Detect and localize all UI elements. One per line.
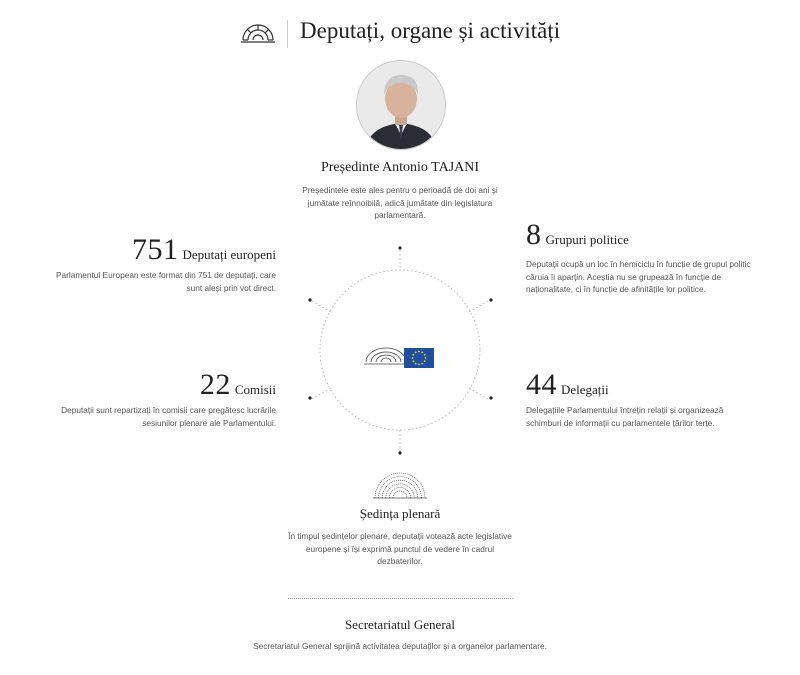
seat-row (393, 491, 407, 498)
eu-star-icon (415, 351, 417, 353)
eu-star-icon (418, 351, 420, 353)
eu-star-icon (418, 364, 420, 366)
deputies-description: Parlamentul European este format din 751 de deputați, care sunt aleși prin vot direct. (55, 270, 276, 293)
page-header (0, 18, 800, 50)
committees-title[interactable] (200, 368, 276, 402)
president-avatar[interactable] (356, 60, 446, 150)
political-groups-description: Deputații ocupă un loc în hemiciclu în funcție de grupul politic căruia îi aparțin. Aceștia nu se grupează în funcție de naționalitate, ci în funcție de afinitățile lor politice. (526, 259, 751, 294)
delegations-label: Delegații (561, 382, 609, 397)
delegations-title[interactable] (526, 368, 609, 402)
political-groups-title[interactable] (526, 218, 629, 252)
plenary-description: În timpul ședințelor plenare, deputații votează acte legislative europene și își exprimă punctul de vedere în cadrul dezbaterilor. (288, 531, 512, 566)
seat-row (382, 480, 418, 498)
plenary-title[interactable]: Ședința plenară (359, 506, 441, 521)
committees-label: Comisii (234, 382, 276, 397)
secretariat-title[interactable]: Secretariatul General (344, 617, 456, 632)
connector-dot (398, 246, 401, 249)
president-portrait-icon (357, 61, 445, 149)
eu-star-icon (424, 354, 426, 356)
connector-dot (398, 451, 401, 454)
connector-dot (308, 298, 311, 301)
president-description: Președintele este ales pentru o perioadă de doi ani și jumătate reînnoibilă, adică jumătate din legislatura parlamentară. (302, 185, 498, 220)
european-parliament-logo (364, 334, 436, 370)
political-groups-label: Grupuri politice (545, 232, 629, 247)
eu-star-icon (412, 360, 414, 362)
eu-star-icon (425, 357, 427, 359)
eu-star-icon (424, 360, 426, 362)
deputies-title[interactable] (132, 233, 276, 267)
deputies-label: Deputați europeni (182, 247, 276, 262)
connector-dot (308, 396, 311, 399)
eu-star-icon (412, 357, 414, 359)
committees-count: 22 (199, 368, 231, 401)
deputies-count: 751 (132, 233, 179, 266)
eu-star-icon (412, 354, 414, 356)
header-divider (287, 20, 288, 48)
committees-description: Deputații sunt repartizați în comisii care pregătesc lucrările sesiunilor plenare ale Parlamentului. (61, 405, 276, 428)
seat-row (389, 487, 410, 498)
secretariat-description: Secretariatul General sprijină activitatea deputaților și a organelor parlamentare. (253, 641, 547, 651)
connector-dot (489, 298, 492, 301)
delegations-count: 44 (526, 368, 557, 401)
president-name[interactable]: Președinte Antonio TAJANI (320, 160, 480, 175)
seat-row (375, 473, 425, 498)
hemicycle-icon (240, 20, 276, 44)
plenary-hemicycle-icon[interactable] (373, 470, 427, 500)
eu-star-icon (421, 363, 423, 365)
eu-star-icon (415, 363, 417, 365)
connector-dot (489, 396, 492, 399)
page-title: Deputați, organe și activități (300, 18, 561, 43)
secretariat-divider (288, 598, 513, 599)
political-groups-count: 8 (526, 218, 542, 251)
delegations-description: Delegațiile Parlamentului întrețin relații și organizează schimburi de informații cu parlamentele țărilor terțe. (526, 405, 724, 428)
eu-star-icon (421, 351, 423, 353)
